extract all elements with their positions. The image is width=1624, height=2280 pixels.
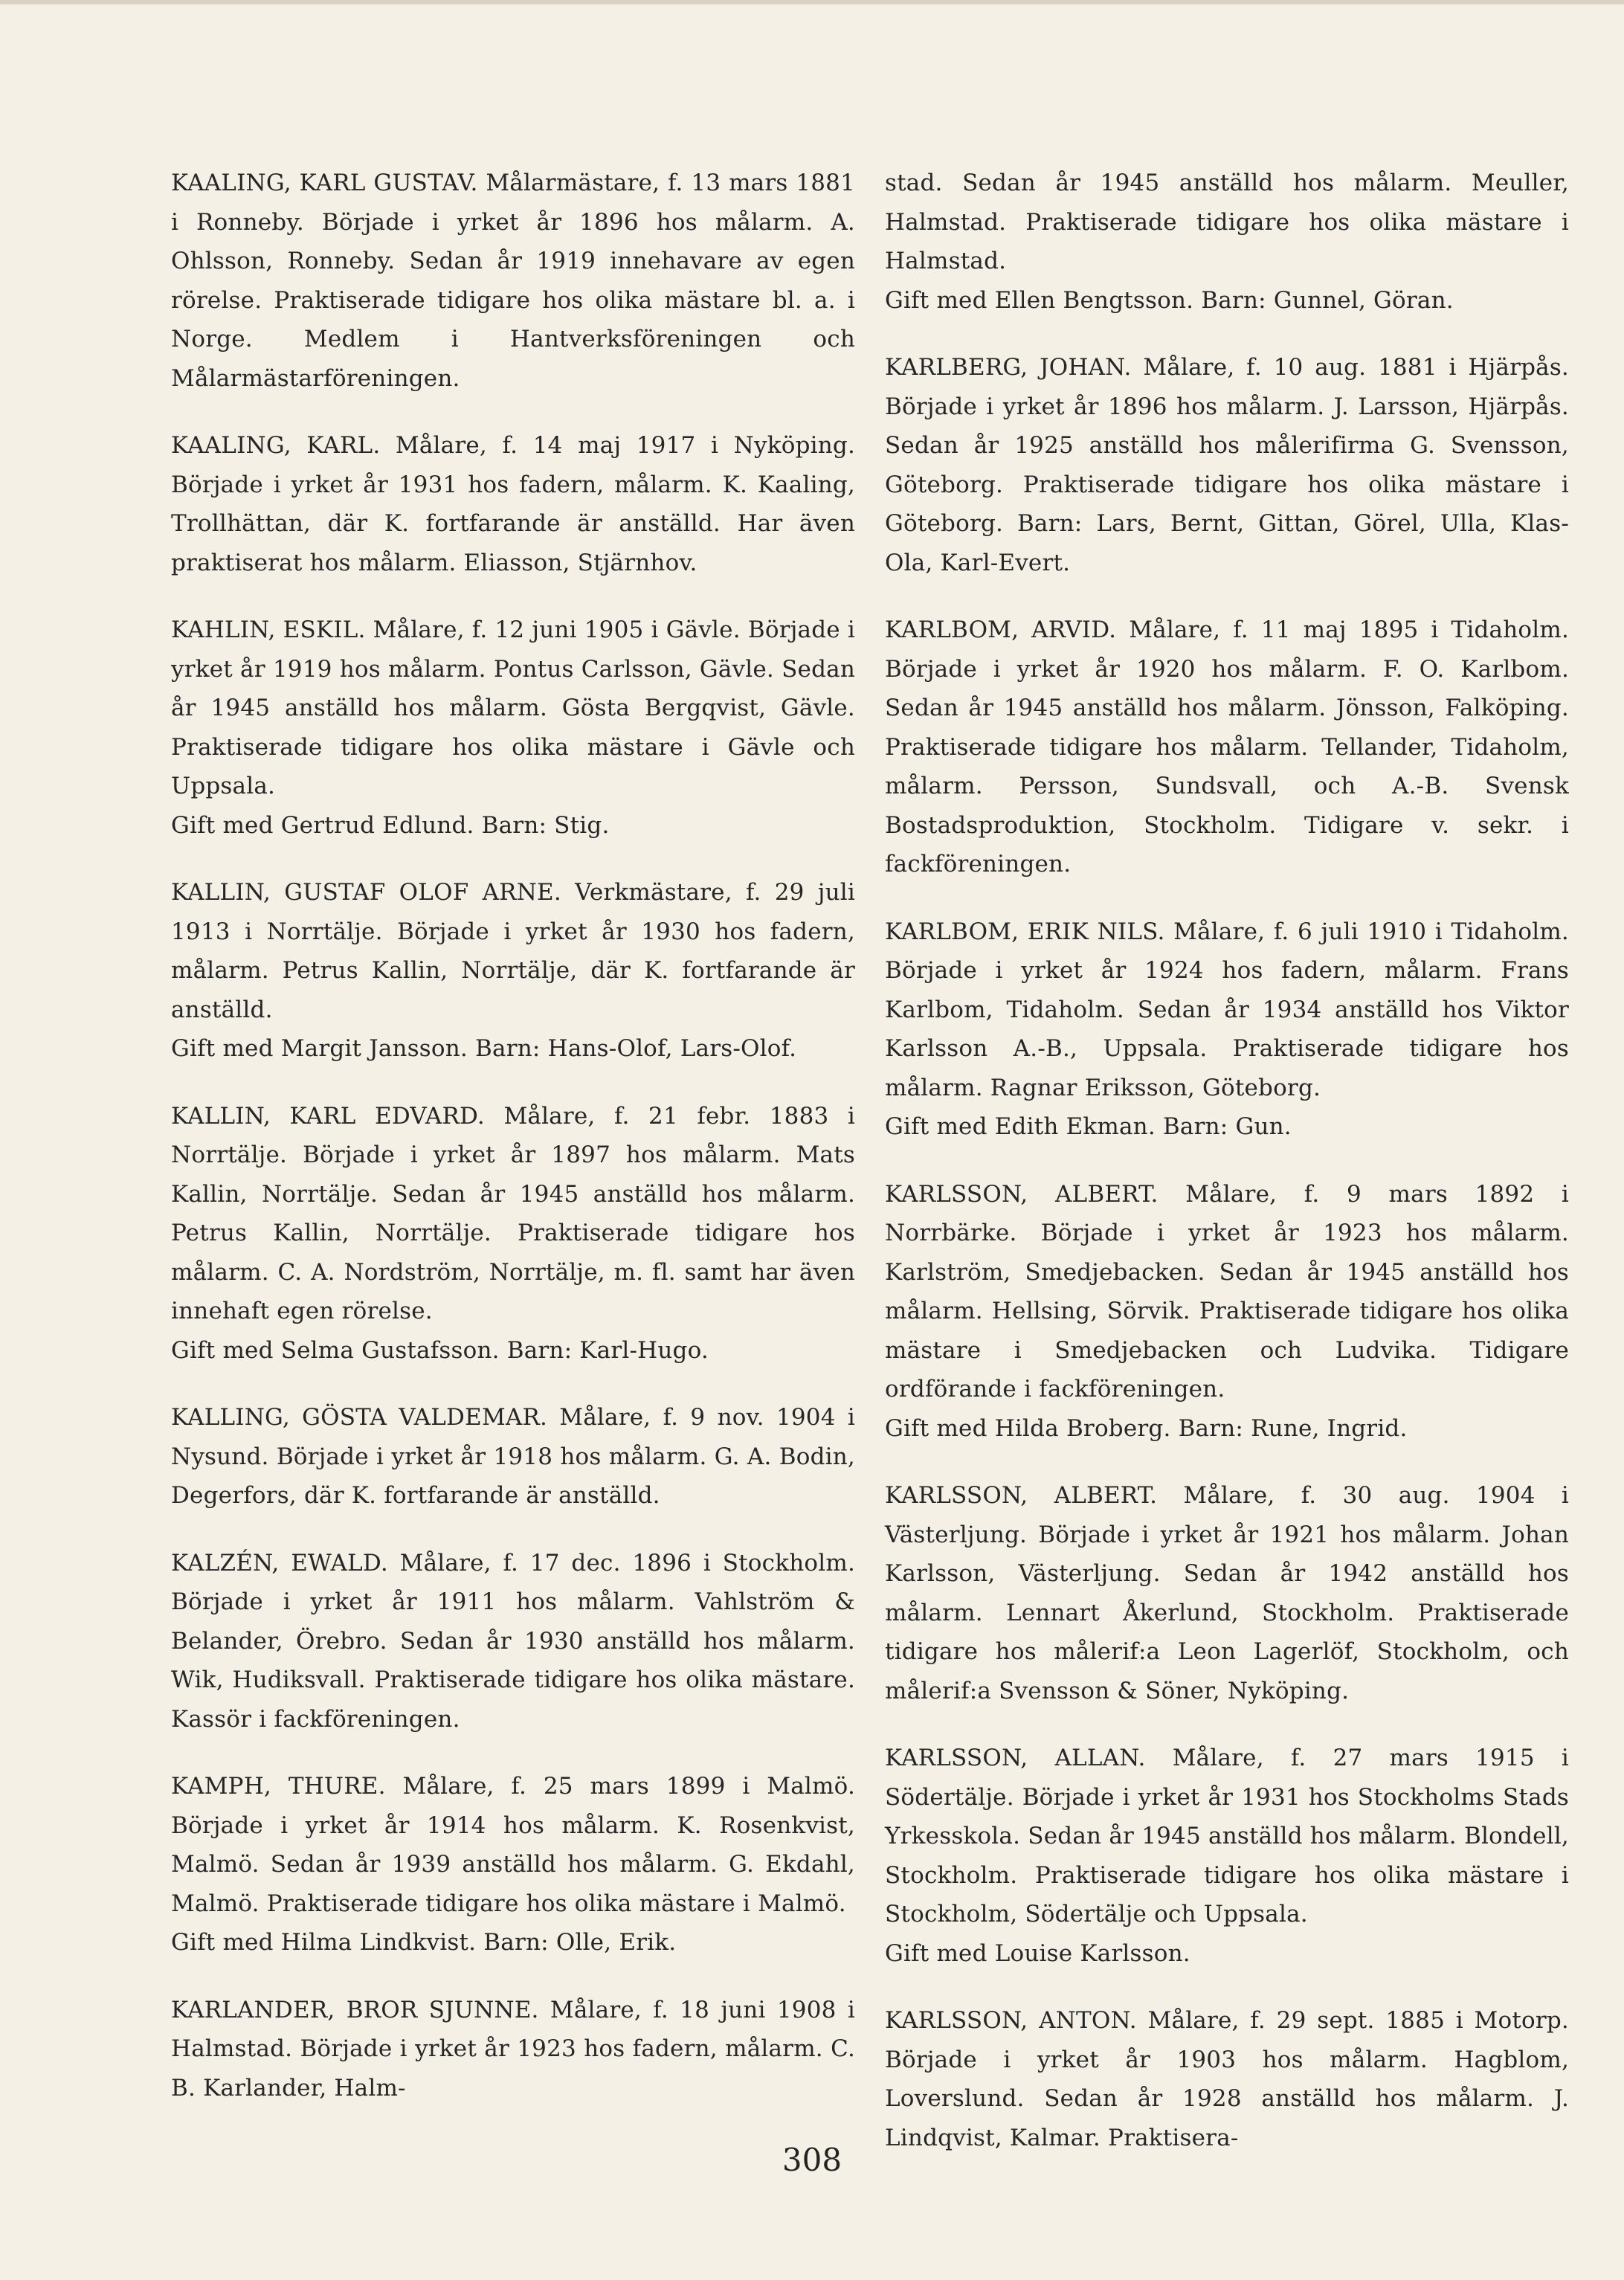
entry-text: KARLBERG, JOHAN. Målare, f. 10 aug. 1881 i Hjärpås. Började i yrket år 1896 hos målarm. J. Larsson, Hjärpås. Sedan år 1925 anställd hos målerifirma G. Svensson, Göteborg. Praktiserade tidigare hos olika mästare i Göteborg. Barn: Lars, Bernt, Gittan, Görel, Ulla, Klas-Ola, Karl-Evert. xyxy=(885,354,1569,576)
entry-text: KARLBOM, ARVID. Målare, f. 11 maj 1895 i Tidaholm. Började i yrket år 1920 hos målarm. F. O. Karlbom. Sedan år 1945 anställd hos målarm. Jönsson, Falköping. Praktiserade tidigare hos målarm. Tellander, Tidaholm, målarm. Persson, Sundsvall, och A.-B. Svensk Bostadsproduktion, Stockholm. Tidigare v. sekr. i fackföreningen. xyxy=(885,616,1569,877)
biography-entry xyxy=(171,1767,855,1962)
biography-entry xyxy=(885,348,1569,582)
entry-family: Gift med Hilda Broberg. Barn: Rune, Ingrid. xyxy=(885,1414,1408,1442)
entry-text: KARLSSON, ALBERT. Målare, f. 30 aug. 1904 i Västerljung. Började i yrket år 1921 hos målarm. Johan Karlsson, Västerljung. Sedan år 1942 anställd hos målarm. Lennart Åkerlund, Stockholm. Praktiserade tidigare hos målerif:a Leon Lagerlöf, Stockholm, och målerif:a Svensson & Söner, Nyköping. xyxy=(885,1482,1569,1704)
biography-entry xyxy=(885,164,1569,320)
biography-entry xyxy=(885,611,1569,884)
biography-entry xyxy=(885,1175,1569,1449)
biography-entry xyxy=(171,873,855,1069)
biography-entry xyxy=(885,912,1569,1147)
entry-text: stad. Sedan år 1945 anställd hos målarm. Meuller, Halmstad. Praktiserade tidigare hos olika mästare i Halmstad. xyxy=(885,170,1569,274)
biography-entry xyxy=(171,1398,855,1516)
right-column xyxy=(885,164,1569,2186)
entry-family: Gift med Gertrud Edlund. Barn: Stig. xyxy=(171,811,610,839)
biography-entry xyxy=(171,611,855,845)
entry-text: KAALING, KARL GUSTAV. Målarmästare, f. 13 mars 1881 i Ronneby. Började i yrket år 1896 hos målarm. A. Ohlsson, Ronneby. Sedan år 1919 innehavare av egen rörelse. Praktiserade tidigare hos olika mästare bl. a. i Norge. Medlem i Hantverksföreningen och Målarmästarföreningen. xyxy=(171,170,855,392)
entry-text: KARLSSON, ALLAN. Målare, f. 27 mars 1915 i Södertälje. Började i yrket år 1931 hos Stockholms Stads Yrkesskola. Sedan år 1945 anställd hos målarm. Blondell, Stockholm. Praktiserade tidigare hos olika mästare i Stockholm, Södertälje och Uppsala. xyxy=(885,1745,1569,1928)
biography-entry xyxy=(171,1097,855,1371)
left-column xyxy=(171,164,855,2136)
entry-family: Gift med Hilma Lindkvist. Barn: Olle, Erik. xyxy=(171,1929,677,1956)
entry-text: KARLANDER, BROR SJUNNE. Målare, f. 18 juni 1908 i Halmstad. Började i yrket år 1923 hos fadern, målarm. C. B. Karlander, Halm- xyxy=(171,1996,855,2102)
page-number: 308 xyxy=(782,2142,842,2178)
entry-family: Gift med Ellen Bengtsson. Barn: Gunnel, Göran. xyxy=(885,286,1454,314)
page-edge xyxy=(0,0,1624,4)
entry-family: Gift med Louise Karlsson. xyxy=(885,1939,1190,1967)
entry-family: Gift med Selma Gustafsson. Barn: Karl-Hugo. xyxy=(171,1336,709,1364)
entry-text: KALLING, GÖSTA VALDEMAR. Målare, f. 9 nov. 1904 i Nysund. Började i yrket år 1918 hos målarm. G. A. Bodin, Degerfors, där K. fortfarande är anställd. xyxy=(171,1404,855,1509)
entry-text: KALLIN, KARL EDVARD. Målare, f. 21 febr. 1883 i Norrtälje. Började i yrket år 1897 hos målarm. Mats Kallin, Norrtälje. Sedan år 1945 anställd hos målarm. Petrus Kallin, Norrtälje. Praktiserade tidigare hos målarm. C. A. Nordström, Norrtälje, m. fl. samt har även innehaft egen rörelse. xyxy=(171,1102,855,1324)
biography-entry xyxy=(885,1476,1569,1710)
entry-family: Gift med Edith Ekman. Barn: Gun. xyxy=(885,1113,1292,1140)
entry-text: KARLSSON, ALBERT. Målare, f. 9 mars 1892 i Norrbärke. Började i yrket år 1923 hos målarm. Karlström, Smedjebacken. Sedan år 1945 anställd hos målarm. Hellsing, Sörvik. Praktiserade tidigare hos olika mästare i Smedjebacken och Ludvika. Tidigare ordförande i fackföreningen. xyxy=(885,1180,1569,1403)
biography-entry xyxy=(171,164,855,398)
entry-text: KAMPH, THURE. Målare, f. 25 mars 1899 i Malmö. Började i yrket år 1914 hos målarm. K. Rosenkvist, Malmö. Sedan år 1939 anställd hos målarm. G. Ekdahl, Malmö. Praktiserade tidigare hos olika mästare i Malmö. xyxy=(171,1773,855,1917)
entry-text: KAALING, KARL. Målare, f. 14 maj 1917 i Nyköping. Började i yrket år 1931 hos fadern, målarm. K. Kaaling, Trollhättan, där K. fortfarande är anställd. Har även praktiserat hos målarm. Eliasson, Stjärnhov. xyxy=(171,432,855,576)
entry-text: KAHLIN, ESKIL. Målare, f. 12 juni 1905 i Gävle. Började i yrket år 1919 hos målarm. Pontus Carlsson, Gävle. Sedan år 1945 anställd hos målarm. Gösta Bergqvist, Gävle. Praktiserade tidigare hos olika mästare i Gävle och Uppsala. xyxy=(171,616,855,799)
entry-text: KALZÉN, EWALD. Målare, f. 17 dec. 1896 i Stockholm. Började i yrket år 1911 hos målarm. Vahlström & Belander, Örebro. Sedan år 1930 anställd hos målarm. Wik, Hudiksvall. Praktiserade tidigare hos olika mästare. Kassör i fackföreningen. xyxy=(171,1549,855,1733)
entry-text: KARLBOM, ERIK NILS. Målare, f. 6 juli 1910 i Tidaholm. Började i yrket år 1924 hos fadern, målarm. Frans Karlbom, Tidaholm. Sedan år 1934 anställd hos Viktor Karlsson A.-B., Uppsala. Praktiserade tidigare hos målarm. Ragnar Eriksson, Göteborg. xyxy=(885,918,1569,1101)
entry-text: KALLIN, GUSTAF OLOF ARNE. Verkmästare, f. 29 juli 1913 i Norrtälje. Började i yrket år 1930 hos fadern, målarm. Petrus Kallin, Norrtälje, där K. fortfarande är anställd. xyxy=(171,879,855,1023)
biography-entry xyxy=(171,426,855,582)
biography-entry xyxy=(885,1739,1569,1973)
entry-text: KARLSSON, ANTON. Målare, f. 29 sept. 1885 i Motorp. Började i yrket år 1903 hos målarm. Hagblom, Loverslund. Sedan år 1928 anställd hos målarm. J. Lindqvist, Kalmar. Praktisera- xyxy=(885,2007,1569,2151)
biography-entry xyxy=(885,2001,1569,2157)
biography-entry xyxy=(171,1544,855,1739)
biography-entry xyxy=(171,1991,855,2108)
entry-family: Gift med Margit Jansson. Barn: Hans-Olof, Lars-Olof. xyxy=(171,1035,797,1062)
